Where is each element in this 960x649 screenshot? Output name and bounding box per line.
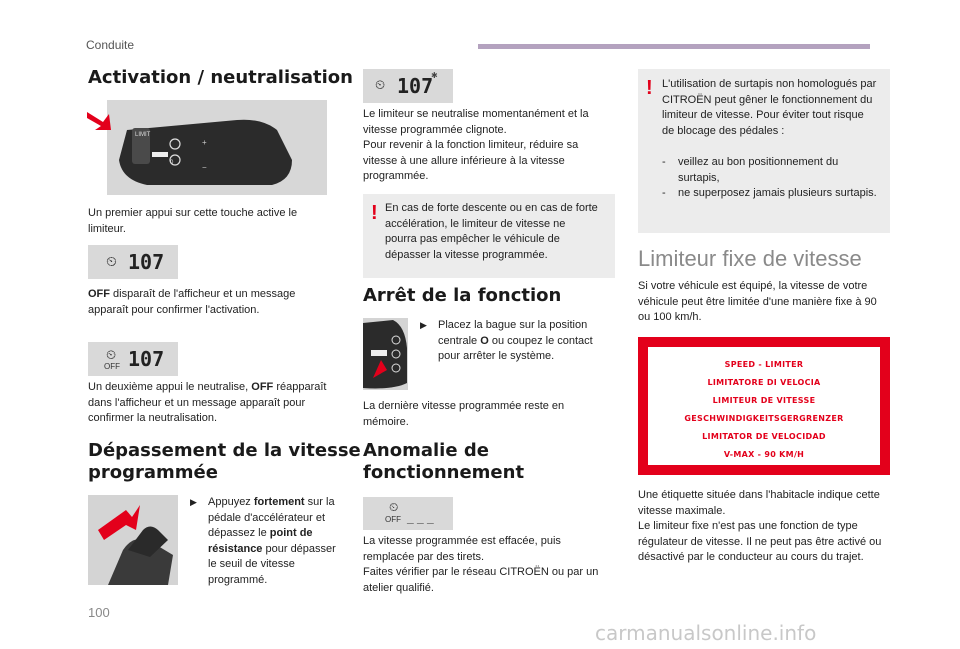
dep-text-b: sur la pédale d'accélérateur et dépassez le — [208, 496, 335, 539]
anomalie-dashes: _ _ _ — [407, 511, 434, 525]
lever-small-figure — [363, 318, 408, 390]
activation-p3-b: réapparaît dans l'afficheur et un message apparaît pour confirmer la neutralisation. — [88, 381, 327, 424]
label-line: V-MAX - 90 KM/H — [723, 450, 805, 459]
warning-surtapis-list — [662, 155, 877, 202]
activation-p3-a: Un deuxième appui le neutralise, — [88, 381, 252, 393]
activation-heading: Activation / neutralisation — [88, 67, 353, 88]
display-speed-1: 107 — [128, 250, 165, 274]
warning-surtapis-intro: L'utilisation de surtapis non homologués par CITROËN peut gêner le fonctionnement du limiteur de vitesse. Pour éviter tout risque de blocage des pédales : — [662, 78, 877, 137]
warning-box-acceleration — [363, 194, 615, 278]
lever-label-limit: LIMIT — [135, 132, 151, 138]
label-line: LIMITATORE DI VELOCIA — [707, 378, 821, 387]
depassement-bullet — [190, 495, 340, 588]
list-item: - ne superposez jamais plusieurs surtapis. — [662, 187, 877, 199]
activation-paragraph-1: Un premier appui sur cette touche active le limiteur. — [88, 207, 298, 235]
display-panel-2 — [88, 342, 178, 376]
speed-limiter-label-inner — [648, 347, 880, 465]
activation-paragraph-2 — [88, 287, 328, 318]
list-item-text: ne superposez jamais plusieurs surtapis. — [678, 187, 877, 199]
anomalie-heading-line2: fonctionnement — [363, 462, 525, 483]
label-line: LIMITATOR DE VELOCIDAD — [702, 432, 826, 441]
speed-limiter-label — [638, 337, 890, 475]
header-bar — [478, 44, 870, 49]
col2-paragraph-2: Pour revenir à la fonction limiteur, réduire sa vitesse à une allure inférieure à la vitesse programmée. — [363, 139, 579, 182]
off-bold: OFF — [88, 288, 110, 300]
speedometer-icon: ⏲ — [106, 253, 117, 269]
svg-text:0: 0 — [170, 160, 174, 166]
watermark: carmanualsonline.info — [595, 621, 817, 645]
page-number: 100 — [88, 605, 110, 620]
anomalie-paragraph-2: Faites vérifier par le réseau CITROËN ou par un atelier qualifié. — [363, 566, 599, 594]
dep-text-c: pour dépasser le seuil de vitesse programmé. — [208, 542, 336, 586]
speedometer-icon: ⏲ — [106, 347, 117, 362]
activation-paragraph-3 — [88, 380, 328, 427]
display-speed-top: 107 — [397, 74, 434, 98]
anomalie-heading — [363, 440, 524, 484]
list-item: - veillez au bon positionnement du surtapis, — [662, 156, 839, 184]
arret-bold: O — [480, 334, 489, 347]
warning-icon: ! — [646, 77, 653, 99]
lever-figure — [87, 100, 327, 195]
fixe-heading: Limiteur fixe de vitesse — [638, 246, 862, 271]
display-speed-2: 107 — [128, 347, 165, 371]
warning-box-surtapis — [638, 69, 890, 233]
warning-icon: ! — [371, 202, 378, 224]
anomalie-paragraph-1: La vitesse programmée est effacée, puis remplacée par des tirets. — [363, 535, 561, 563]
arret-paragraph: La dernière vitesse programmée reste en mémoire. — [363, 400, 565, 428]
display-panel-anomalie — [363, 497, 453, 530]
anomalie-off-label: OFF — [385, 515, 401, 524]
display-panel-1 — [88, 245, 178, 279]
depassement-heading-line1: Dépassement de la vitesse — [88, 440, 361, 461]
anomalie-heading-line1: Anomalie de — [363, 440, 489, 461]
display-off-label: OFF — [104, 362, 120, 371]
col2-paragraph-1: Le limiteur se neutralise momentanément et la vitesse programmée clignote. — [363, 108, 589, 136]
svg-text:+: + — [202, 138, 207, 147]
dep-text-a: Appuyez — [208, 496, 254, 508]
pedal-figure — [88, 495, 178, 585]
label-line: SPEED - LIMITER — [724, 360, 804, 369]
bullet-icon: ▶ — [420, 320, 427, 330]
dep-bold-2: point de résistance — [208, 527, 313, 555]
dep-bold-1: fortement — [253, 496, 305, 508]
fixe-paragraph-2: Une étiquette située dans l'habitacle indique cette vitesse maximale. — [638, 489, 880, 517]
arret-text-a: Placez la bague sur la position centrale — [438, 319, 588, 347]
arret-heading: Arrêt de la fonction — [363, 285, 562, 306]
fixe-paragraph-3: Le limiteur fixe n'est pas une fonction de type régulateur de vitesse. Il ne peut pas être activé ou désactivé par le conducteur au cours du trajet. — [638, 520, 882, 563]
list-item-text: veillez au bon positionnement du surtapis, — [678, 156, 839, 184]
speedometer-icon: ⏲ — [375, 77, 386, 92]
bullet-icon: ▶ — [190, 497, 197, 507]
blink-icon: ✱ — [431, 71, 438, 80]
display-panel-top — [363, 69, 453, 103]
fixe-paragraph-1: Si votre véhicule est équipé, la vitesse de votre véhicule peut être limitée d'une manière fixe à 90 ou 100 km/h. — [638, 280, 877, 323]
depassement-heading — [88, 440, 361, 484]
arret-bullet — [420, 318, 615, 365]
off-bold-2: OFF — [251, 381, 274, 393]
depassement-heading-line2: programmée — [88, 462, 218, 483]
activation-p2-text: disparaît de l'afficheur et un message apparaît pour confirmer l'activation. — [88, 288, 296, 316]
section-title: Conduite — [86, 38, 135, 52]
speedometer-icon: ⏲ — [389, 500, 399, 514]
label-line: LIMITEUR DE VITESSE — [712, 396, 816, 405]
warning-text-acceleration: En cas de forte descente ou en cas de forte accélération, le limiteur de vitesse ne pourra pas empêcher le véhicule de dépasser la vitesse programmée. — [385, 202, 598, 261]
label-line: GESCHWINDIGKEITSGERGRENZER — [684, 414, 844, 423]
arret-text-b: ou coupez le contact pour arrêter le système. — [438, 334, 593, 362]
svg-text:−: − — [202, 163, 207, 172]
